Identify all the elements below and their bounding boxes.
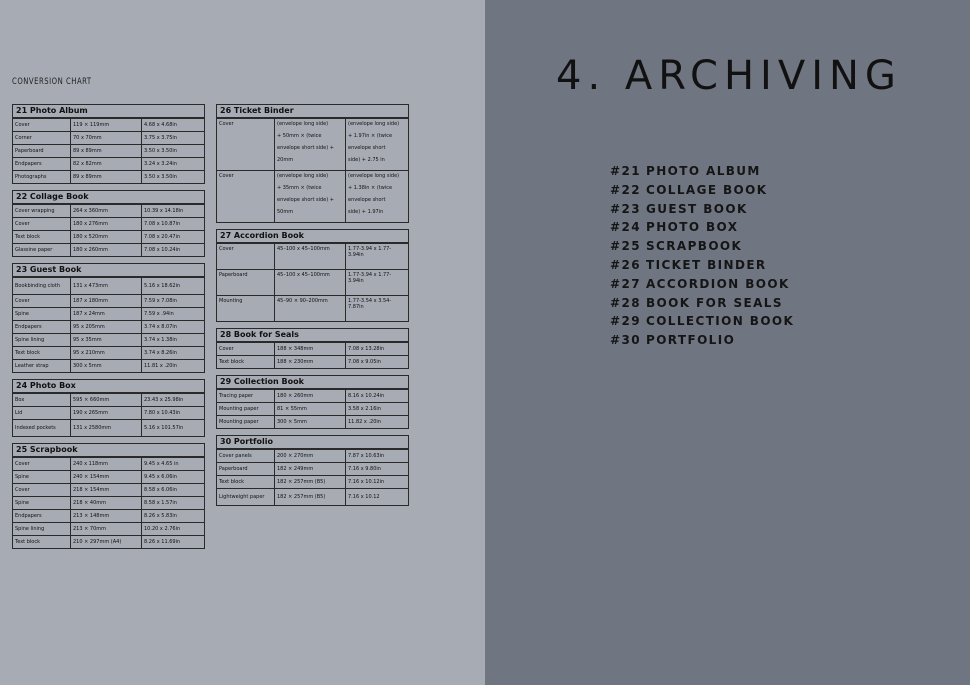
conversion-table — [216, 229, 409, 322]
item-cell: Mounting paper — [217, 403, 275, 415]
toc-title: ACCORDION BOOK — [646, 276, 790, 291]
metric-cell: 180 × 260mm — [275, 390, 346, 402]
imperial-cell: 11.81 x .20in — [144, 363, 177, 369]
item-cell: Cover — [13, 295, 71, 307]
toc-item — [610, 237, 794, 256]
table-row — [13, 535, 204, 548]
conversion-table — [12, 379, 205, 437]
right-table-column — [216, 104, 409, 512]
table-row — [217, 389, 408, 402]
table-row — [217, 170, 408, 222]
imperial-cell: 7.08 x 10.87in — [144, 221, 181, 227]
item-cell: Paperboard — [217, 270, 275, 295]
cell-line: side) + 1.97in — [348, 209, 384, 215]
metric-cell: 240 × 154mm — [71, 471, 142, 483]
table-row — [13, 131, 204, 144]
metric-cell: 213 × 148mm — [71, 510, 142, 522]
metric-cell: 119 × 119mm — [71, 119, 142, 131]
imperial-cell: 7.16 x 9.80in — [348, 466, 381, 472]
imperial-cell: 3.58 x 2.16in — [348, 406, 381, 412]
item-cell: Text block — [217, 356, 275, 368]
table-heading: 25 Scrapbook — [13, 444, 204, 457]
toc-item — [610, 200, 794, 219]
imperial-cell: 8.26 x 11.69in — [144, 539, 181, 545]
item-cell: Spine — [13, 308, 71, 320]
item-cell: Spine — [13, 497, 71, 509]
item-cell: Bookbinding cloth — [13, 278, 71, 294]
table-row — [13, 320, 204, 333]
toc-number: #23 — [610, 201, 641, 216]
metric-cell — [275, 171, 346, 222]
item-cell: Cover — [217, 343, 275, 355]
table-row — [13, 204, 204, 217]
toc-title: COLLAGE BOOK — [646, 182, 768, 197]
imperial-cell: 8.58 x 1.57in — [144, 500, 177, 506]
table-row — [13, 144, 204, 157]
cell-line: envelope short — [348, 145, 386, 151]
table-heading: 26 Ticket Binder — [217, 105, 408, 118]
table-row — [217, 462, 408, 475]
metric-cell: 187 x 24mm — [71, 308, 142, 320]
item-cell: Tracing paper — [217, 390, 275, 402]
table-row — [13, 333, 204, 346]
table-row — [13, 509, 204, 522]
item-cell: Cover — [13, 218, 71, 230]
toc-item — [610, 331, 794, 350]
imperial-cell: 7.16 x 10.12in — [348, 479, 385, 485]
cell-line: + 1.97in × (twice — [348, 133, 393, 139]
toc-number: #30 — [610, 333, 641, 348]
table-row — [217, 243, 408, 269]
metric-cell: 190 x 265mm — [71, 407, 142, 419]
table-row — [217, 402, 408, 415]
item-cell: Text block — [217, 476, 275, 488]
table-row — [217, 269, 408, 295]
toc-item — [610, 275, 794, 294]
table-row — [13, 457, 204, 470]
item-cell: Lid — [13, 407, 71, 419]
item-cell: Box — [13, 394, 71, 406]
metric-cell: 81 × 55mm — [275, 403, 346, 415]
table-row — [13, 118, 204, 131]
cell-line: envelope short — [348, 197, 386, 203]
item-cell: Corner — [13, 132, 71, 144]
toc-number: #24 — [610, 220, 641, 235]
table-row — [13, 470, 204, 483]
table-row — [217, 415, 408, 428]
metric-cell — [275, 119, 346, 170]
conversion-table — [216, 328, 409, 369]
metric-cell: 95 x 35mm — [71, 334, 142, 346]
imperial-cell: 4.68 x 4.68in — [144, 122, 177, 128]
table-heading: 30 Portfolio — [217, 436, 408, 449]
item-cell: Glassine paper — [13, 244, 71, 256]
item-cell: Cover — [217, 119, 275, 170]
imperial-cell: 3.74 x 8.07in — [144, 324, 177, 330]
toc-title: TICKET BINDER — [646, 257, 767, 272]
conversion-chart-title: CONVERSION CHART — [12, 77, 92, 87]
imperial-cell: 7.80 x 10.43in — [144, 410, 181, 416]
item-cell: Cover — [217, 244, 275, 269]
item-cell: Cover — [13, 484, 71, 496]
imperial-cell: 8.26 x 5.83in — [144, 513, 177, 519]
toc-title: BOOK FOR SEALS — [646, 295, 783, 310]
imperial-cell: 7.87 x 10.63in — [348, 453, 385, 459]
imperial-cell: 7.08 x 10.24in — [144, 247, 181, 253]
metric-cell: 45–100 x 45–100mm — [275, 244, 346, 269]
metric-cell: 45–100 x 45–100mm — [275, 270, 346, 295]
metric-cell: 240 x 118mm — [71, 458, 142, 470]
metric-cell: 131 x 473mm — [71, 278, 142, 294]
item-cell: Cover — [13, 458, 71, 470]
imperial-cell: 1.77-3.94 x 1.77-3.94in — [348, 272, 392, 284]
metric-cell: 188 × 348mm — [275, 343, 346, 355]
cell-line: (envelope long side) — [348, 121, 400, 127]
metric-cell: 213 × 70mm — [71, 523, 142, 535]
item-cell: Lightweight paper — [217, 489, 275, 505]
metric-cell: 82 x 82mm — [71, 158, 142, 170]
toc-item — [610, 162, 794, 181]
table-row — [13, 393, 204, 406]
metric-cell: 200 × 270mm — [275, 450, 346, 462]
toc-number: #21 — [610, 164, 641, 178]
imperial-cell: 5.16 x 18.62in — [144, 283, 181, 289]
conversion-table — [216, 435, 409, 506]
table-row — [217, 355, 408, 368]
table-heading: 27 Accordion Book — [217, 230, 408, 243]
table-row — [13, 217, 204, 230]
imperial-cell: 3.74 x 8.26in — [144, 350, 177, 356]
cell-line: (envelope long side) — [277, 121, 329, 127]
metric-cell: 182 × 249mm — [275, 463, 346, 475]
imperial-cell: 7.08 x 20.47in — [144, 234, 181, 240]
table-heading: 28 Book for Seals — [217, 329, 408, 342]
cell-line: envelope short side) + — [277, 145, 334, 151]
table-row — [13, 496, 204, 509]
item-cell: Endpapers — [13, 321, 71, 333]
table-row — [13, 230, 204, 243]
table-row — [13, 170, 204, 183]
item-cell: Text block — [13, 536, 71, 548]
table-row — [13, 157, 204, 170]
metric-cell: 182 × 257mm (B5) — [275, 489, 346, 505]
metric-cell: 264 x 360mm — [71, 205, 142, 217]
item-cell: Spine — [13, 471, 71, 483]
table-row — [13, 243, 204, 256]
toc-title: SCRAPBOOK — [646, 239, 743, 254]
table-row — [217, 475, 408, 488]
metric-cell: 187 x 180mm — [71, 295, 142, 307]
item-cell: Spine lining — [13, 523, 71, 535]
table-row — [217, 488, 408, 505]
cell-line: 50mm — [277, 209, 294, 215]
toc-number: #26 — [610, 257, 641, 272]
toc-number: #22 — [610, 182, 641, 197]
toc-number: #29 — [610, 314, 641, 329]
cell-line: 20mm — [277, 157, 294, 163]
imperial-cell: 7.59 x 7.08in — [144, 298, 177, 304]
table-row — [217, 342, 408, 355]
metric-cell: 218 × 154mm — [71, 484, 142, 496]
item-cell: Cover panels — [217, 450, 275, 462]
item-cell: Cover wrapping — [13, 205, 71, 217]
toc-item — [610, 312, 794, 331]
item-cell: Paperboard — [217, 463, 275, 475]
imperial-cell: 10.20 x 2.76in — [144, 526, 181, 532]
table-heading: 24 Photo Box — [13, 380, 204, 393]
table-row — [217, 295, 408, 321]
imperial-cell: 9.45 x 6.06in — [144, 474, 177, 480]
conversion-table — [216, 375, 409, 429]
table-row — [217, 449, 408, 462]
conversion-table — [216, 104, 409, 223]
item-cell: Endpapers — [13, 510, 71, 522]
toc-number: #27 — [610, 276, 641, 291]
cell-line: (envelope long side) — [277, 173, 329, 179]
cell-line: + 50mm × (twice — [277, 133, 322, 139]
metric-cell: 180 x 520mm — [71, 231, 142, 243]
imperial-cell: 3.75 x 3.75in — [144, 135, 177, 141]
cell-line: envelope short side) + — [277, 197, 334, 203]
metric-cell: 300 × 5mm — [275, 416, 346, 428]
metric-cell: 89 x 89mm — [71, 171, 142, 183]
table-row — [217, 118, 408, 170]
cell-line: side) + 2.75 in — [348, 157, 385, 163]
table-heading: 22 Collage Book — [13, 191, 204, 204]
toc-title: PORTFOLIO — [646, 333, 736, 348]
imperial-cell: 7.08 x 13.28in — [348, 346, 385, 352]
metric-cell: 95 x 205mm — [71, 321, 142, 333]
metric-cell: 95 x 210mm — [71, 347, 142, 359]
cell-line: + 35mm × (twice — [277, 185, 322, 191]
imperial-cell: 3.24 x 3.24in — [144, 161, 177, 167]
toc-title: GUEST BOOK — [646, 201, 748, 216]
imperial-cell: 5.16 x 101.57in — [144, 425, 184, 431]
imperial-cell: 7.59 x .94in — [144, 311, 174, 317]
conversion-table — [12, 443, 205, 549]
conversion-table — [12, 263, 205, 373]
imperial-cell — [346, 171, 408, 222]
imperial-cell: 3.74 x 1.38in — [144, 337, 177, 343]
metric-cell: 182 × 257mm (B5) — [275, 476, 346, 488]
toc-item — [610, 218, 794, 237]
table-row — [13, 483, 204, 496]
metric-cell: 45–90 × 90–200mm — [275, 296, 346, 321]
table-row — [13, 346, 204, 359]
item-cell: Photographs — [13, 171, 71, 183]
item-cell: Endpapers — [13, 158, 71, 170]
conversion-table — [12, 190, 205, 257]
metric-cell: 595 × 660mm — [71, 394, 142, 406]
left-table-column — [12, 104, 205, 555]
toc-number: #28 — [610, 295, 641, 310]
conversion-table — [12, 104, 205, 184]
toc-title: PHOTO ALBUM — [646, 164, 761, 178]
table-row — [13, 277, 204, 294]
item-cell: Paperboard — [13, 145, 71, 157]
metric-cell: 300 x 5mm — [71, 360, 142, 372]
toc-title: COLLECTION BOOK — [646, 314, 795, 329]
metric-cell: 210 × 297mm (A4) — [71, 536, 142, 548]
imperial-cell: 10.39 x 14.18in — [144, 208, 184, 214]
table-heading: 21 Photo Album — [13, 105, 204, 118]
imperial-cell: 8.58 x 6.06in — [144, 487, 177, 493]
table-row — [13, 419, 204, 436]
metric-cell: 218 × 40mm — [71, 497, 142, 509]
imperial-cell: 3.50 x 3.50in — [144, 148, 177, 154]
cell-line: + 1.38in × (twice — [348, 185, 393, 191]
toc-title: PHOTO BOX — [646, 220, 739, 235]
metric-cell: 180 x 260mm — [71, 244, 142, 256]
table-row — [13, 359, 204, 372]
item-cell: Cover — [13, 119, 71, 131]
table-heading: 23 Guest Book — [13, 264, 204, 277]
table-heading: 29 Collection Book — [217, 376, 408, 389]
imperial-cell: 7.16 x 10.12 — [348, 494, 380, 500]
imperial-cell: 1.77-3.54 x 3.54-7.87in — [348, 298, 392, 310]
item-cell: Leather strap — [13, 360, 71, 372]
item-cell: Cover — [217, 171, 275, 222]
metric-cell: 131 x 2580mm — [71, 420, 142, 436]
imperial-cell — [346, 119, 408, 170]
toc-number: #25 — [610, 239, 641, 254]
imperial-cell: 3.50 x 3.50in — [144, 174, 177, 180]
metric-cell: 180 x 276mm — [71, 218, 142, 230]
metric-cell: 89 x 89mm — [71, 145, 142, 157]
right-page — [485, 0, 970, 685]
imperial-cell: 9.45 x 4.65 in — [144, 461, 179, 467]
cell-line: (envelope long side) — [348, 173, 400, 179]
item-cell: Text block — [13, 231, 71, 243]
toc-item — [610, 256, 794, 275]
chapter-title: 4. ARCHIVING — [556, 53, 902, 99]
imperial-cell: 23.43 x 25.98in — [144, 397, 184, 403]
imperial-cell: 1.77-3.94 x 1.77-3.94in — [348, 246, 392, 258]
table-row — [13, 522, 204, 535]
item-cell: Spine lining — [13, 334, 71, 346]
table-row — [13, 406, 204, 419]
imperial-cell: 8.16 x 10.24in — [348, 393, 385, 399]
item-cell: Mounting paper — [217, 416, 275, 428]
item-cell: Text block — [13, 347, 71, 359]
table-row — [13, 294, 204, 307]
table-of-contents — [610, 162, 794, 350]
imperial-cell: 11.82 x .20in — [348, 419, 381, 425]
toc-item — [610, 294, 794, 313]
toc-item — [610, 181, 794, 200]
metric-cell: 70 x 70mm — [71, 132, 142, 144]
metric-cell: 188 × 230mm — [275, 356, 346, 368]
table-row — [13, 307, 204, 320]
item-cell: Indexed pockets — [13, 420, 71, 436]
imperial-cell: 7.08 x 9.05in — [348, 359, 381, 365]
item-cell: Mounting — [217, 296, 275, 321]
